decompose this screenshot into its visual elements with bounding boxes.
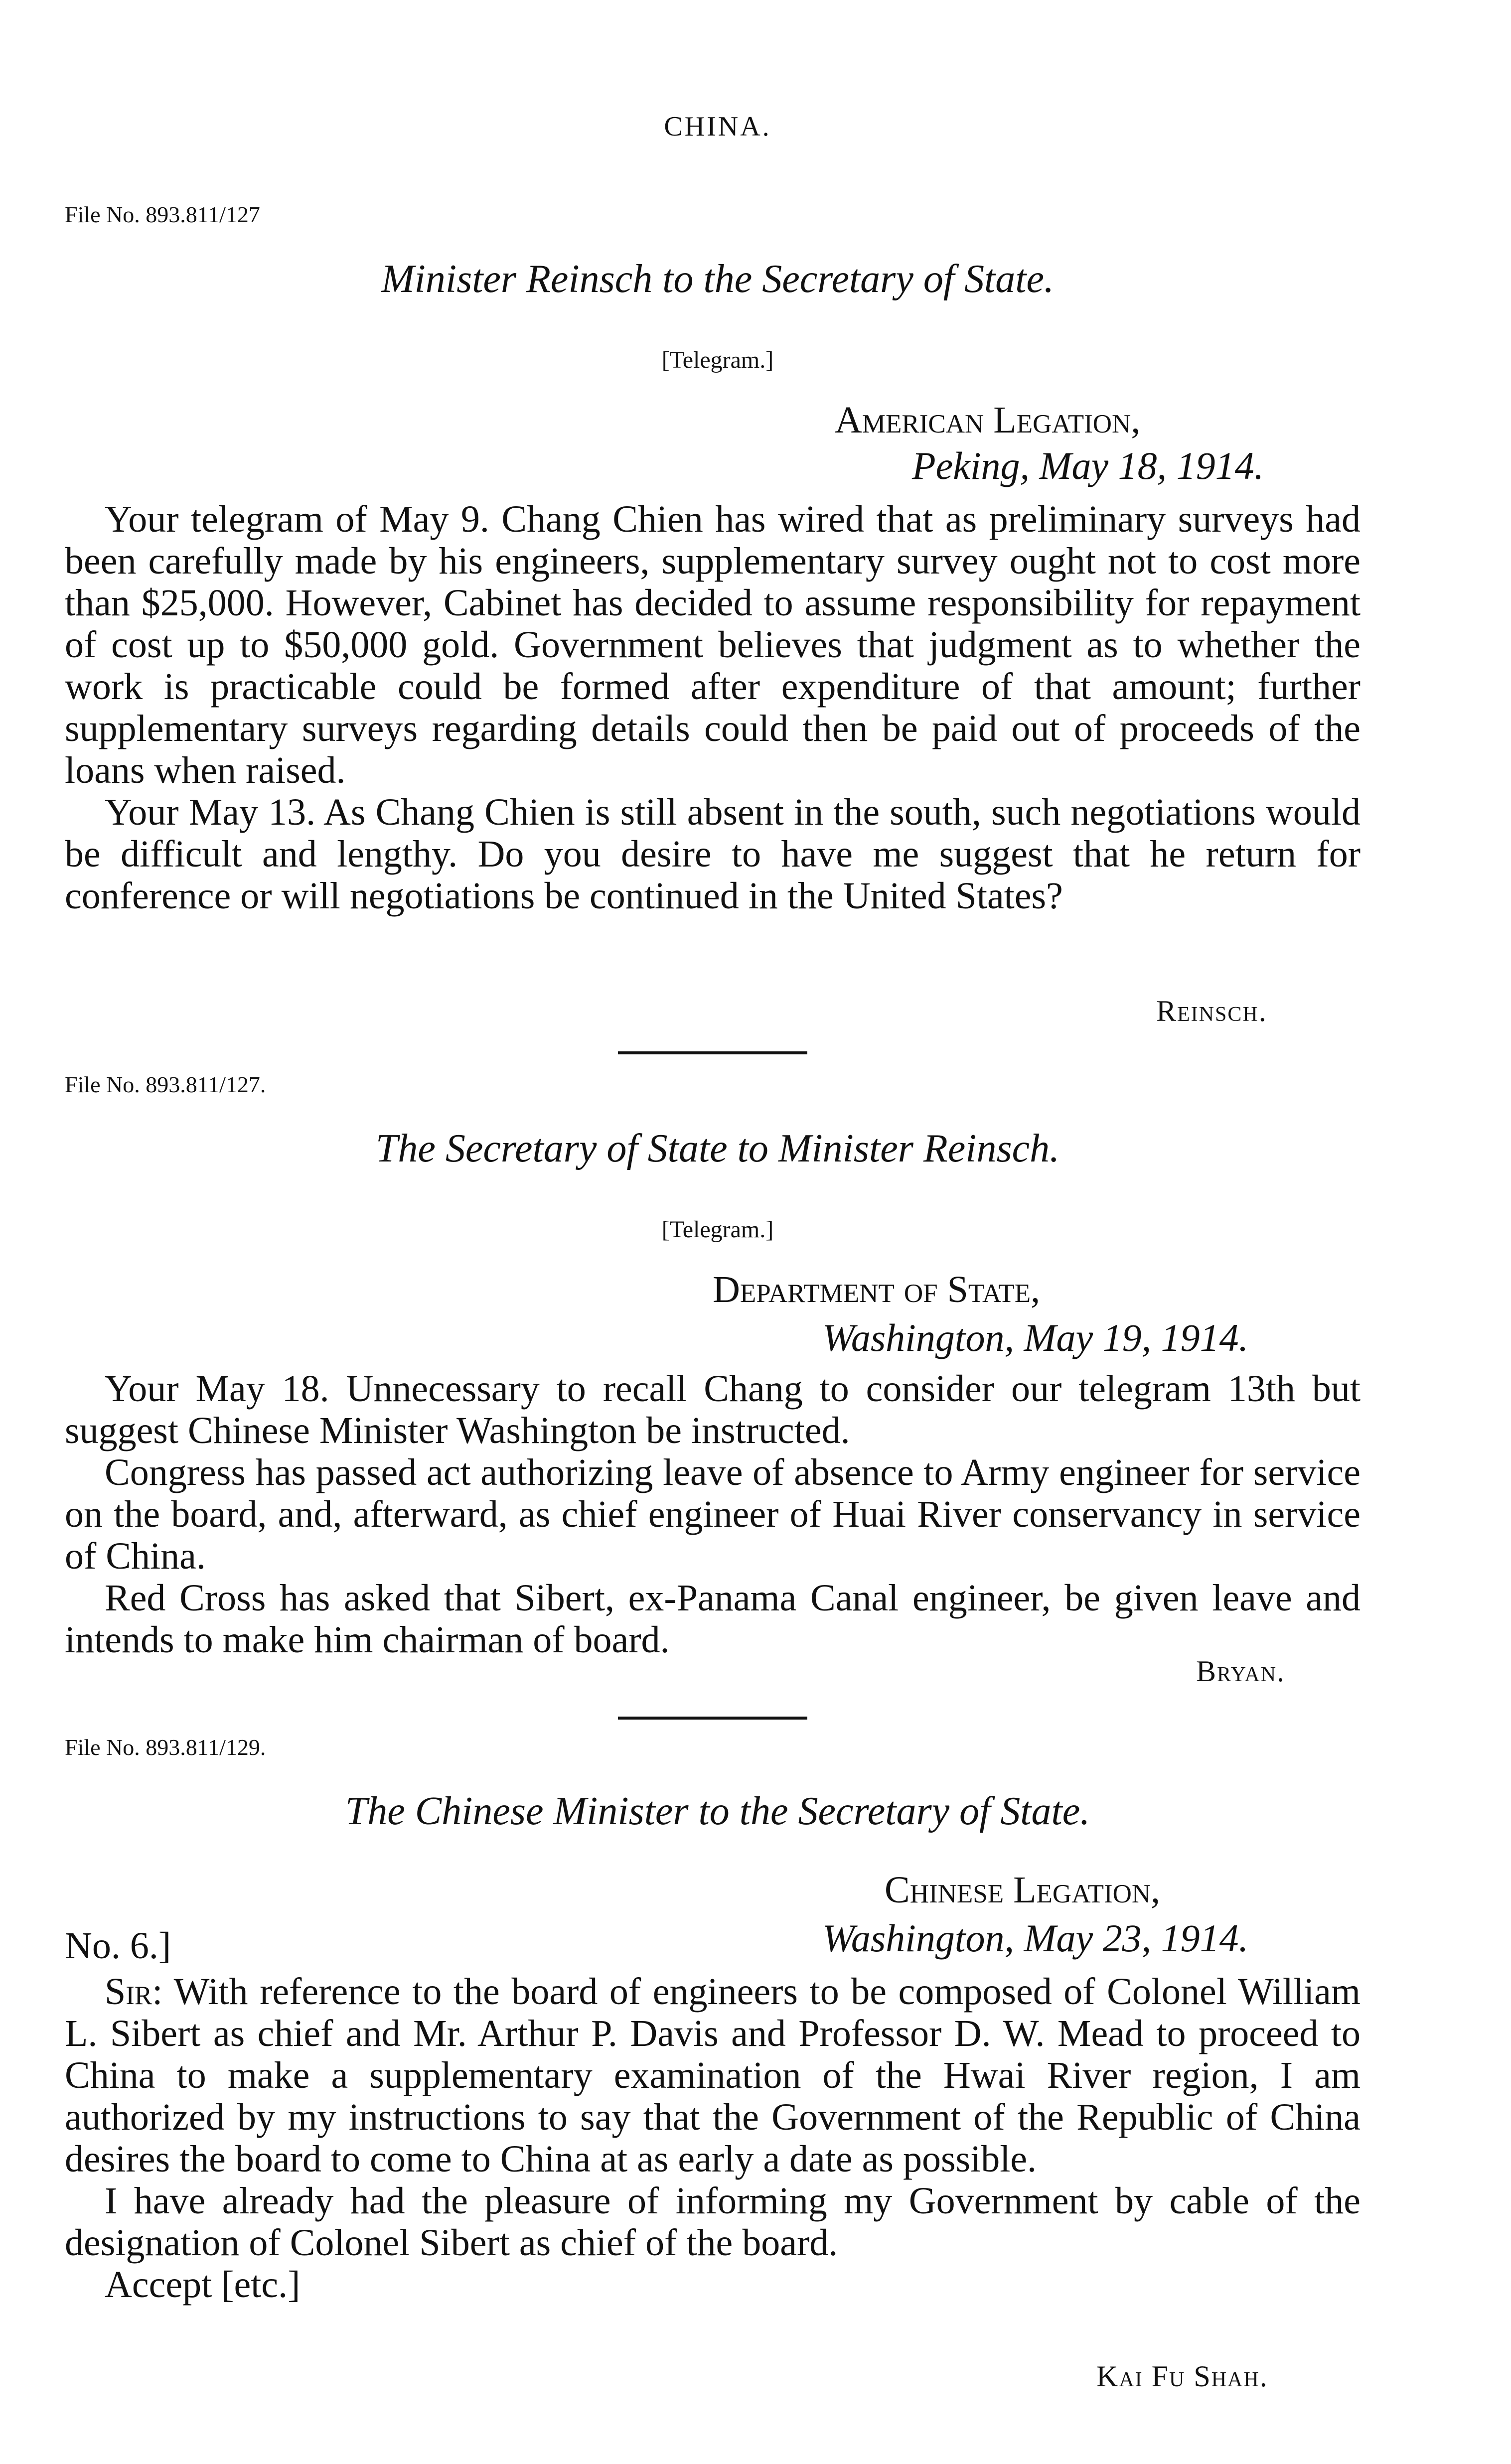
place-line: Department of State, (713, 1269, 1041, 1310)
section-title: The Secretary of State to Minister Reinsch. (375, 1127, 1060, 1170)
section-title: Minister Reinsch to the Secretary of State. (381, 257, 1055, 301)
document-page (65, 0, 1370, 2464)
paragraph: Your May 13. As Chang Chien is still absent in the south, such negotiations would be difficult and lengthy. Do you desire to have me suggest that he return for conference or will negotiations be continued in the United States? (65, 791, 1360, 917)
file-number: File No. 893.811/129. (65, 1735, 266, 1760)
dateline: Washington, May 19, 1914. (822, 1316, 1249, 1359)
file-number: File No. 893.811/127 (65, 202, 260, 227)
paragraph: Congress has passed act authorizing leave of absence to Army engineer for service on the board, and, afterward, as chief engineer of Huai River conservancy in service of China. (65, 1451, 1360, 1577)
salutation: Sir: (105, 1971, 163, 2013)
section-title: The Chinese Minister to the Secretary of State. (345, 1789, 1090, 1833)
section-divider (618, 1051, 807, 1054)
paragraph: Red Cross has asked that Sibert, ex-Panama Canal engineer, be given leave and intends to make him chairman of board. (65, 1577, 1360, 1661)
file-number: File No. 893.811/127. (65, 1072, 266, 1097)
signature: Reinsch. (1156, 995, 1267, 1027)
signature: Bryan. (1196, 1655, 1286, 1688)
signature: Kai Fu Shah. (1096, 2360, 1268, 2393)
dateline: Washington, May 23, 1914. (822, 1916, 1249, 1960)
dateline: Peking, May 18, 1914. (912, 444, 1264, 487)
paragraph (65, 1971, 1360, 2180)
paragraph: I have already had the pleasure of informing my Government by cable of the designation of Colonel Sibert as chief of the board. (65, 2180, 1360, 2264)
despatch-number: No. 6.] (65, 1925, 171, 1967)
letter-body (65, 498, 1360, 917)
place-line: Chinese Legation, (885, 1869, 1161, 1911)
telegram-label: [Telegram.] (661, 347, 774, 373)
letter-body (65, 1971, 1360, 2306)
place-line: American Legation, (835, 399, 1141, 441)
letter-body (65, 1368, 1360, 1661)
paragraph-text: With reference to the board of engineers to be composed of Colonel William L. Sibert as chief and Mr. Arthur P. Davis and Professor D. W. Mead to proceed to China to make a supplementary examination of the Hwai River region, I am authorized by my instructions to say that the Government of the Republic of China desires the board to come to China at as early a date as possible. (65, 1971, 1360, 2180)
paragraph: Accept [etc.] (105, 2264, 301, 2306)
paragraph: Your May 18. Unnecessary to recall Chang to consider our telegram 13th but suggest Chinese Minister Washington be instructed. (65, 1368, 1360, 1451)
telegram-label: [Telegram.] (661, 1216, 774, 1243)
running-head: CHINA. (664, 111, 771, 142)
paragraph: Your telegram of May 9. Chang Chien has wired that as preliminary surveys had been carefully made by his engineers, supplementary survey ought not to cost more than $25,000. However, Cabinet has decided to assume responsibility for repayment of cost up to $50,000 gold. Government believes that judgment as to whether the work is practicable could be formed after expenditure of that amount; further supplementary surveys regarding details could then be paid out of proceeds of the loans when raised. (65, 498, 1360, 791)
section-divider (618, 1717, 807, 1720)
